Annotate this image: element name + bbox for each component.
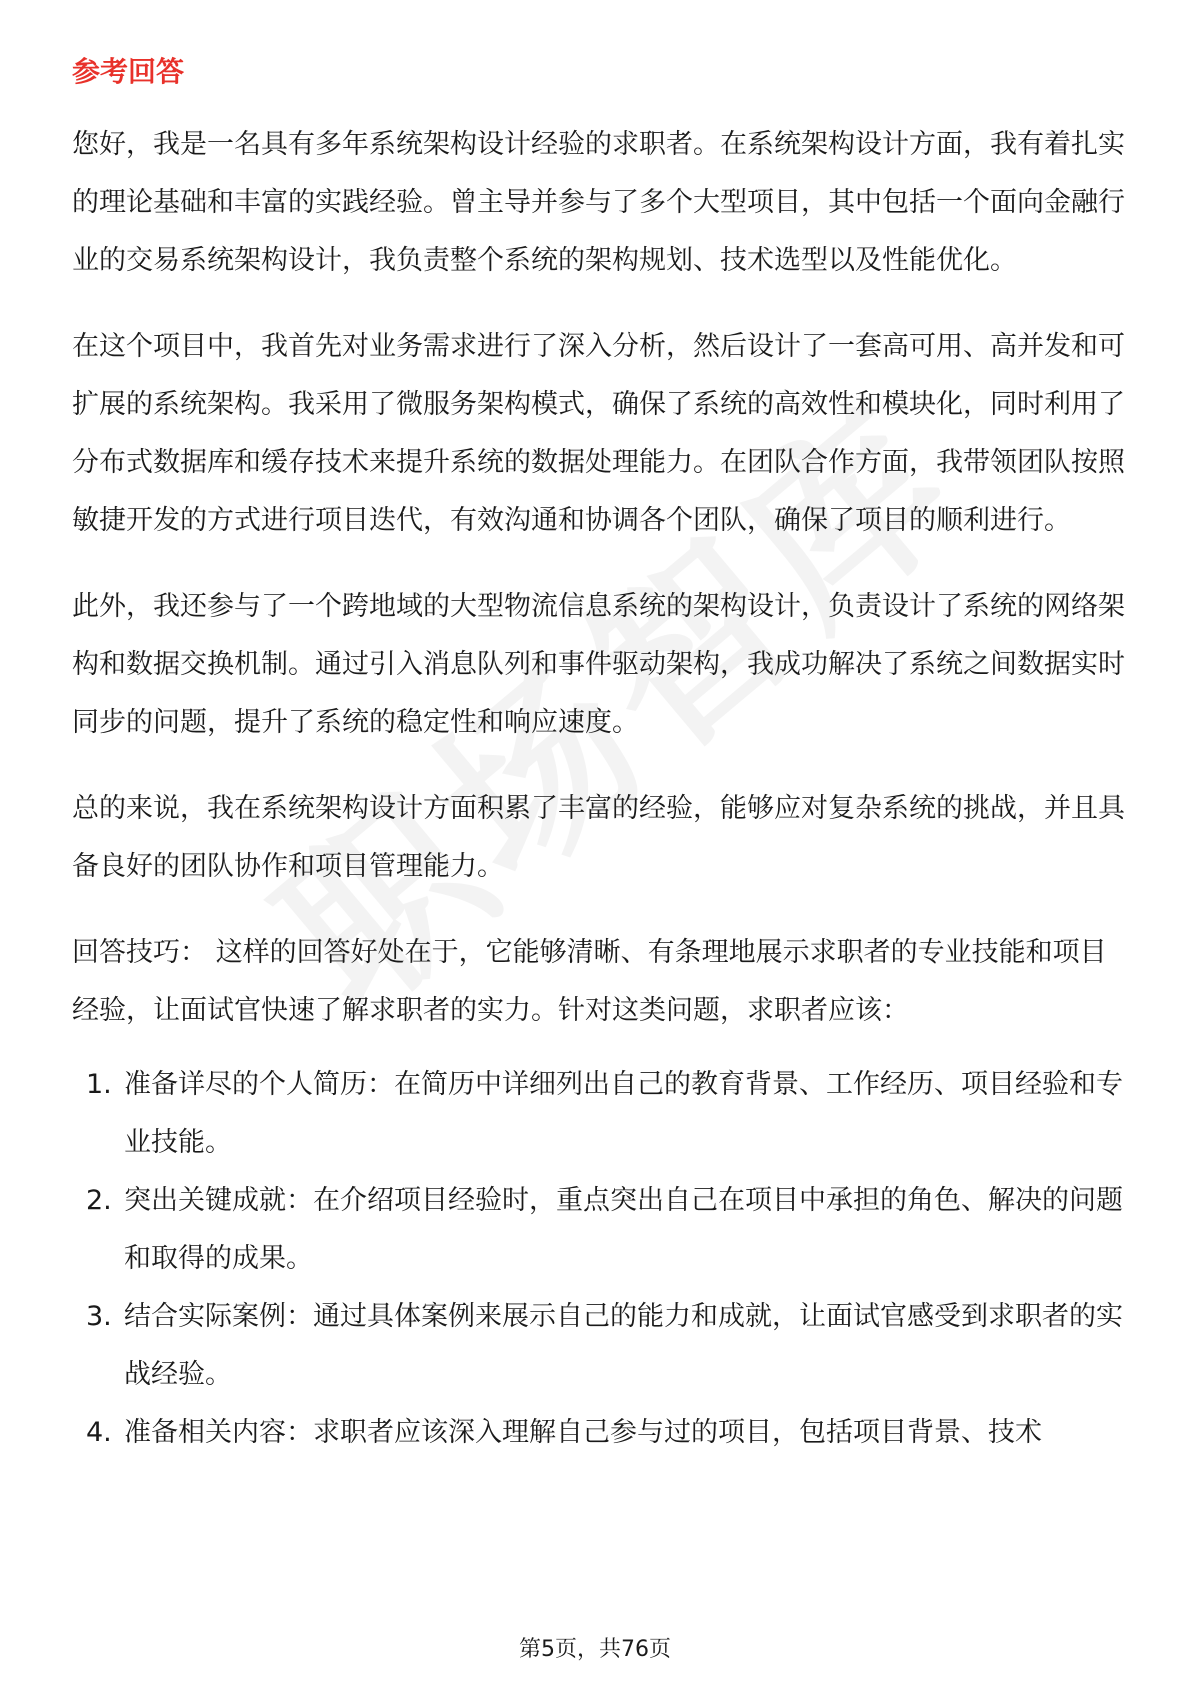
paragraph-project: 在这个项目中，我首先对业务需求进行了深入分析，然后设计了一套高可用、高并发和可扩展的系统架构。我采用了微服务架构模式，确保了系统的高效性和模块化，同时利用了分布式数据库和缓存技术来提升系统的数据处理能力。在团队合作方面，我带领团队按照敏捷开发的方式进行项目迭代，有效沟通和协调各个团队，确保了项目的顺利进行。 <box>72 331 1125 536</box>
list-number: 2. <box>86 1185 112 1216</box>
list-item <box>72 1288 1132 1404</box>
tips-list <box>72 1056 1132 1462</box>
paragraph-intro: 您好，我是一名具有多年系统架构设计经验的求职者。在系统架构设计方面，我有着扎实的理论基础和丰富的实践经验。曾主导并参与了多个大型项目，其中包括一个面向金融行业的交易系统架构设计，我负责整个系统的架构规划、技术选型以及性能优化。 <box>72 129 1125 276</box>
list-number: 3. <box>86 1301 112 1332</box>
list-number: 1. <box>86 1069 112 1100</box>
list-text: 突出关键成就：在介绍项目经验时，重点突出自己在项目中承担的角色、解决的问题和取得的成果。 <box>124 1185 1123 1274</box>
list-text: 结合实际案例：通过具体案例来展示自己的能力和成就，让面试官感受到求职者的实战经验。 <box>124 1301 1123 1390</box>
list-item <box>72 1404 1132 1462</box>
list-text: 准备相关内容：求职者应该深入理解自己参与过的项目，包括项目背景、技术 <box>124 1417 1042 1448</box>
list-text: 准备详尽的个人简历：在简历中详细列出自己的教育背景、工作经历、项目经验和专业技能。 <box>124 1069 1123 1158</box>
answer-body <box>72 116 1132 1462</box>
page-number: 第5页，共76页 <box>519 1637 671 1662</box>
paragraph-summary: 总的来说，我在系统架构设计方面积累了丰富的经验，能够应对复杂系统的挑战，并且具备良好的团队协作和项目管理能力。 <box>72 793 1125 882</box>
list-item <box>72 1172 1132 1288</box>
section-heading: 参考回答 <box>72 55 185 88</box>
list-number: 4. <box>86 1417 112 1448</box>
paragraph-logistics: 此外，我还参与了一个跨地域的大型物流信息系统的架构设计，负责设计了系统的网络架构和数据交换机制。通过引入消息队列和事件驱动架构，我成功解决了系统之间数据实时同步的问题，提升了系统的稳定性和响应速度。 <box>72 591 1125 738</box>
paragraph-tips: 回答技巧： 这样的回答好处在于，它能够清晰、有条理地展示求职者的专业技能和项目经验，让面试官快速了解求职者的实力。针对这类问题，求职者应该： <box>72 937 1107 1026</box>
list-item <box>72 1056 1132 1172</box>
